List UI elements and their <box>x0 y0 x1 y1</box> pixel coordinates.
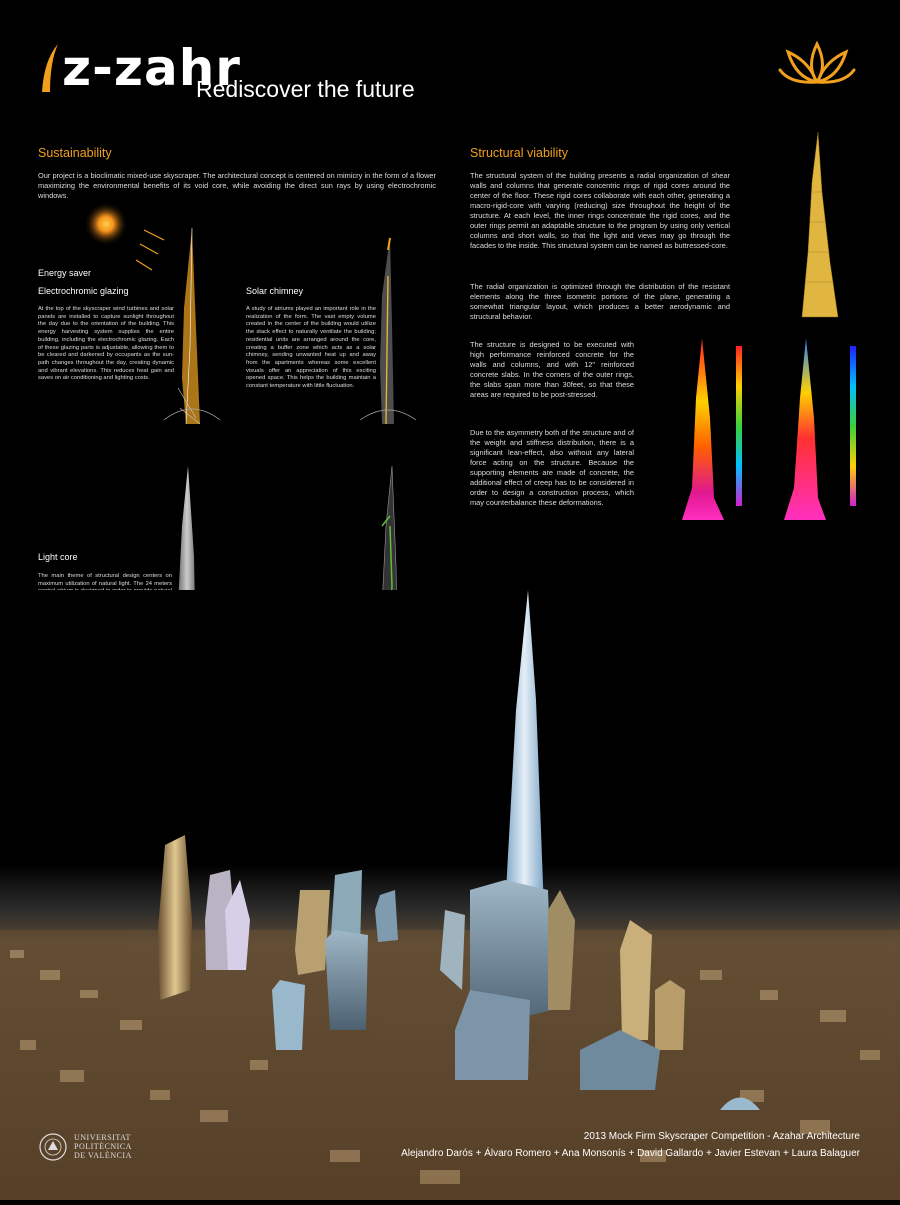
structural-p1: The structural system of the building presents a radial organization of shear walls and columns that generate concentric rings of rigid cores around the center of the floor. These rigid cores collaborate with each other, generating a macro-rigid-core with varying (reducing) size throughout the height of the structure. At each level, the inner rings concentrate the rigid cores, and the outer rings permit an adaptable structure to the program by using only vertical columns and short walls, so that the light and views may go through the facades to the inside. This structural system can be named as buttressed-core. <box>470 171 730 250</box>
flame-icon <box>38 40 60 99</box>
university-seal-icon <box>38 1132 68 1167</box>
stress-analysis-diagram-2 <box>776 338 876 533</box>
logo: z-zahr <box>62 39 241 97</box>
competition-credit: 2013 Mock Firm Skyscraper Competition - Azahar Architecture <box>583 1131 860 1142</box>
structural-tower-render <box>782 132 852 327</box>
electrochromic-body: At the top of the skyscraper wind turbines and solar panels are installed to capture sunlight throughout the day due to the orientation of the building. This energy harvesting system supplies the entire building, including the electrochromic glazing. Each of these glazing parts is adjustable, allowing them to be cleared and darkened by occupants as the sun-path changes throughout the day, creating dynamic and vibrant elevations. This reduces heat gain and saves on air conditioning and lighting costs. <box>38 306 174 382</box>
stress-analysis-diagram-1 <box>672 338 772 533</box>
solar-chimney-body: A study of atriums played an important role in the realization of the form. The vast empty volume created in the center of the building would utilize the stack effect to naturally ventilate the building; residential units are arranged around the core, creating a buffer zone which acts as a solar chimney, sending unwanted heat up and away from the apartments whereas some excellent visuals offer an appreciation of this exciting opened space. This helps the building maintain a constant temperature with little fluctuation. <box>246 306 376 390</box>
electrochromic-title: Electrochromic glazing <box>38 286 129 296</box>
sustainability-heading: Sustainability <box>38 146 112 160</box>
solar-chimney-title: Solar chimney <box>246 286 304 296</box>
university-line-3: DE VALÈNCIA <box>74 1151 132 1160</box>
structural-p4: Due to the asymmetry both of the structure and of the weight and stiffness distribution, there is a significant lean-effect, also without any lateral force acting on the structure. Because the supporting elements are made of concrete, the additional effect of creep has to be considered in order to design a construction process, which may counterbalance these deformations. <box>470 428 634 507</box>
university-name <box>74 1133 132 1160</box>
university-line-2: POLITÈCNICA <box>74 1142 132 1151</box>
light-core-title: Light core <box>38 552 78 562</box>
authors-credit: Alejandro Darós + Álvaro Romero + Ana Monsonís + David Gallardo + Javier Estevan + Laura Balaguer <box>401 1148 860 1159</box>
light-core-body: The main theme of structural design centers on maximum utilization of natural light. The 24 meters <box>38 573 172 587</box>
city-skyline-render <box>0 590 900 1200</box>
university-line-1: UNIVERSITAT <box>74 1133 131 1142</box>
tagline: Rediscover the future <box>196 76 415 102</box>
energy-saver-label: Energy saver <box>38 268 92 278</box>
lotus-flower-icon <box>776 38 858 95</box>
structural-heading: Structural viability <box>470 146 568 160</box>
sustainability-intro: Our project is a bioclimatic mixed-use skyscraper. The architectural concept is centered on mimicry in the form of a flower maximizing the environmental benefits of its void core, while avoiding the direct sun rays by using electrochromic windows. <box>38 171 436 200</box>
structural-p2: The radial organization is optimized through the distribution of the resistant elements along the three isometric portions of the plane, generating a somewhat triangular layout, which produces a better aerodynamic and structural behavior. <box>470 282 730 321</box>
structural-p3: The structure is designed to be executed with high performance reinforced concrete for the walls and columns, and with 12" reinforced concrete slabs. In the corners of the outer rings, the slabs span more than 30feet, so that these areas are required to be post-stressed. <box>470 340 634 399</box>
